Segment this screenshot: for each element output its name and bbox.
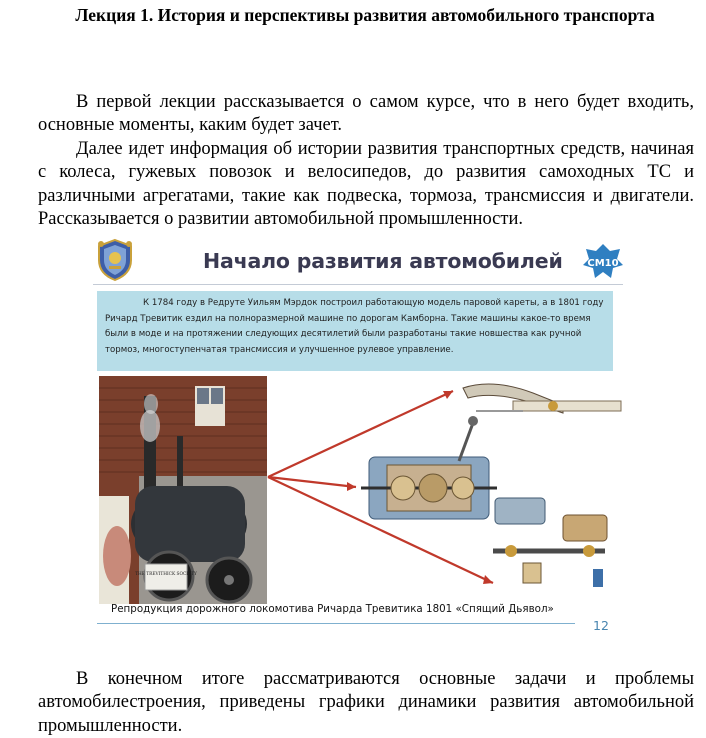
paragraph-conclusion: В конечном итоге рассматриваются основные задачи и проблемы автомобилестроения, приведены графики динамики развития автомобильной промышленности.	[38, 668, 694, 738]
university-emblem-icon	[94, 238, 136, 282]
arrow-to-handbrake	[268, 391, 453, 477]
handbrake-lever-part	[463, 384, 621, 413]
logo-text: СМ10	[587, 258, 618, 269]
slide-title: Начало развития автомобилей	[203, 249, 563, 273]
gearbox-part	[361, 416, 497, 519]
steering-mechanism-part	[493, 498, 607, 587]
photo-sign-text: THE TREVITHICK SOCIETY	[135, 572, 197, 577]
slide-page-number: 12	[593, 618, 609, 633]
slide-title-divider	[93, 284, 623, 285]
slide-image	[93, 233, 623, 636]
paragraph-history: Далее идет информация об истории развития транспортных средств, начиная с колеса, гужевых повозок и велосипедов, до развития самоходных ТС и различными агрегатами, такие как подвеска, тормоза, трансмиссия и двигатели. Рассказывается о развитии автомобильной промышленности.	[38, 138, 694, 232]
steam-locomotive-photo	[99, 376, 267, 604]
paragraph-intro: В первой лекции рассказывается о самом курсе, что в него будет входить, основные моменты, каким будет зачет.	[38, 91, 694, 138]
arrow-to-steering	[268, 477, 493, 583]
slide-text-box	[97, 291, 613, 371]
lecture-title: Лекция 1. История и перспективы развития автомобильного транспорта	[60, 4, 670, 26]
arrow-to-transmission	[268, 477, 356, 487]
slide-body-text: К 1784 году в Редруте Уильям Мэрдок построил работающую модель паровой кареты, а в 1801 году Ричард Тревитик ездил на полноразмерной машине по дорогам Камборна. Такие машины какое-то время были в моде и на протяжении следующих десятилетий были разработаны такие новшества как ручной тормоз, многоступенчатая трансмиссия и улучшенное рулевое управление.	[97, 291, 613, 358]
caption-divider	[97, 623, 575, 624]
slide-caption: Репродукция дорожного локомотива Ричарда Тревитика 1801 «Спящий Дьявол»	[111, 603, 591, 615]
cm10-logo-icon	[583, 243, 623, 279]
